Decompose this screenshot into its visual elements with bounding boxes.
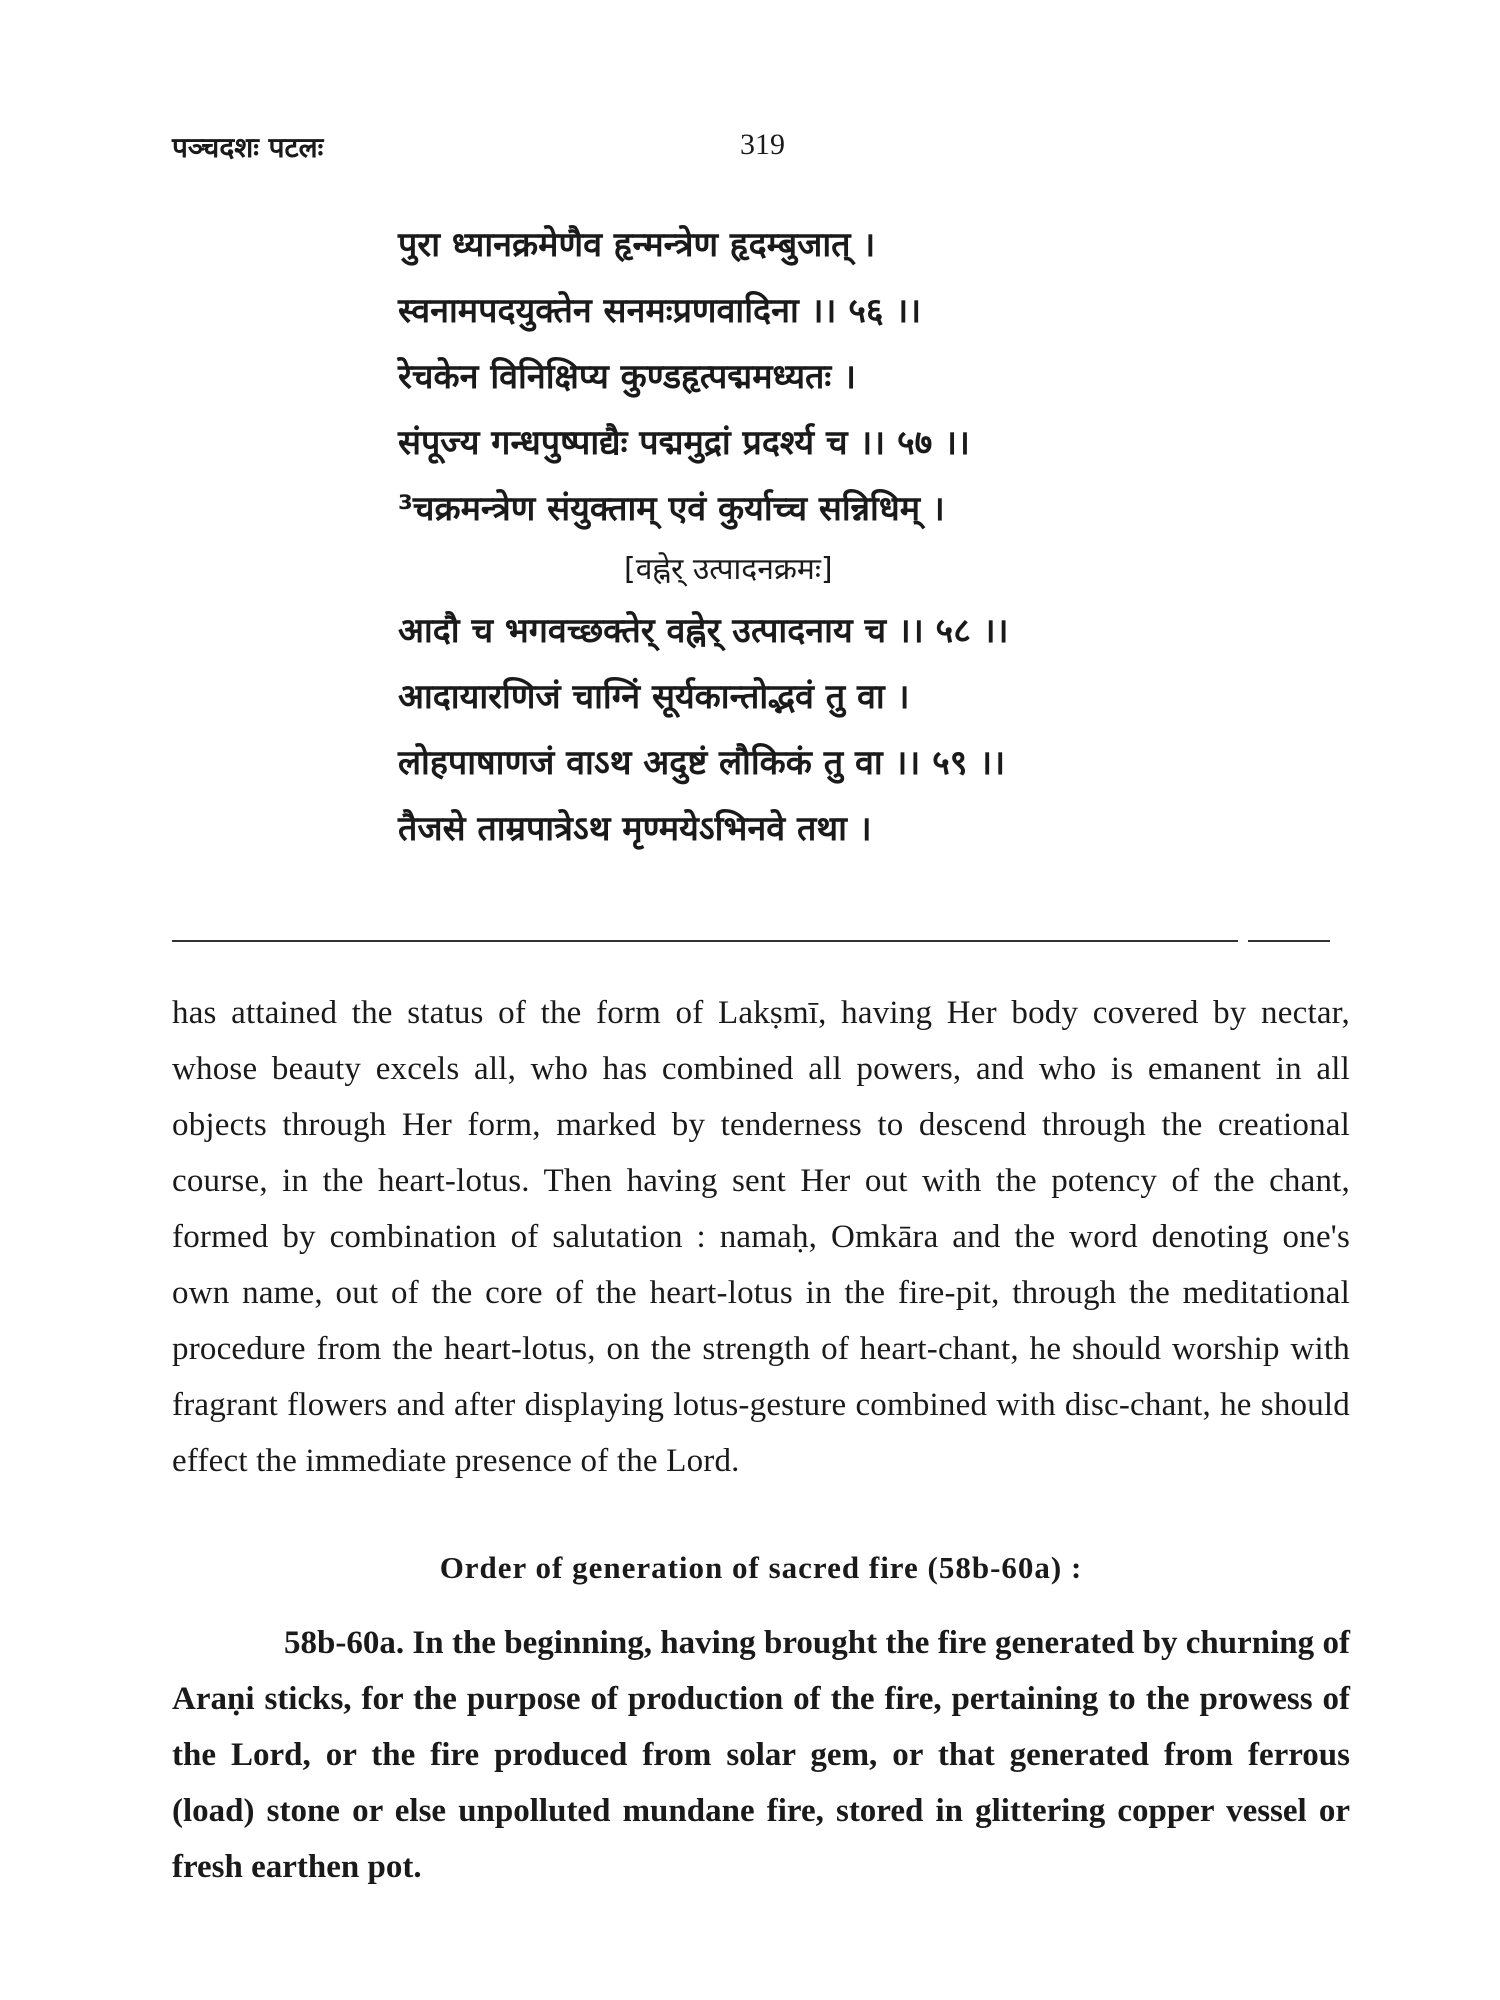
translation-paragraph: 58b-60a. In the beginning, having brought the fire generated by churning of Araṇi sticks, for the purpose of production of the fire, pertaining to the prowess of the Lord, or the fire produced from solar gem, or that generated from ferrous (load) stone or else unpolluted mundane fire, stored in glittering copper vessel or fresh earthen pot. — [172, 1625, 1350, 1885]
translation-body — [172, 985, 1350, 1489]
verse-line: आदायारणिजं चाग्निं सूर्यकान्तोद्भवं तु वा । — [398, 677, 910, 717]
divider-rule — [172, 940, 1238, 942]
verse-line: पुरा ध्यानक्रमेणैव हृन्मन्त्रेण हृदम्बुजात् । — [398, 225, 876, 265]
verse-line: लोहपाषाणजं वाऽथ अदुष्टं लौकिकं तु वा ।। ५९ ।। — [398, 743, 1006, 783]
verse-line: रेचकेन विनिक्षिप्य कुण्डहृत्पद्ममध्यतः । — [398, 357, 857, 397]
verse-line: आदौ च भगवच्छक्तेर् वह्नेर् उत्पादनाय च ।। ५८ ।। — [398, 611, 1009, 651]
verse-line: स्वनामपदयुक्तेन सनमःप्रणवादिना ।। ५६ ।। — [398, 291, 922, 331]
section-title: Order of generation of sacred fire (58b-60a) : — [439, 1550, 1083, 1585]
divider-rule-short — [1248, 940, 1330, 942]
verse-line: तैजसे ताम्रपात्रेऽथ मृण्मयेऽभिनवे तथा । — [398, 809, 872, 849]
translation-paragraph: has attained the status of the form of Lakṣmī, having Her body covered by nectar, whose beauty excels all, who has combined all powers, and who is emanent in all objects through Her form, marked by tenderness to descend through the creational course, in the heart-lotus. Then having sent Her out with the potency of the chant, formed by combination of salutation : namaḥ, Omkāra and the word denoting one's own name, out of the core of the heart-lotus in the fire-pit, through the meditational procedure from the heart-lotus, on the strength of heart-chant, he should worship with fragrant flowers and after displaying lotus-gesture combined with disc-chant, he should effect the immediate presence of the Lord. — [172, 995, 1350, 1479]
running-head: पञ्चदशः पटलः — [172, 131, 324, 164]
translation-body-2 — [172, 1615, 1350, 1895]
verse-line: ³चक्रमन्त्रेण संयुक्ताम् एवं कुर्याच्च सन्निधिम् । — [398, 489, 945, 529]
verse-line: संपूज्य गन्धपुष्पाद्यैः पद्ममुद्रां प्रदर्श्य च ।। ५७ ।। — [398, 423, 970, 463]
page-header — [172, 128, 1332, 178]
verse-section-heading: [वह्नेर् उत्पादनक्रमः] — [624, 552, 833, 587]
sanskrit-verses — [398, 212, 1298, 862]
page-number: 319 — [740, 128, 785, 161]
